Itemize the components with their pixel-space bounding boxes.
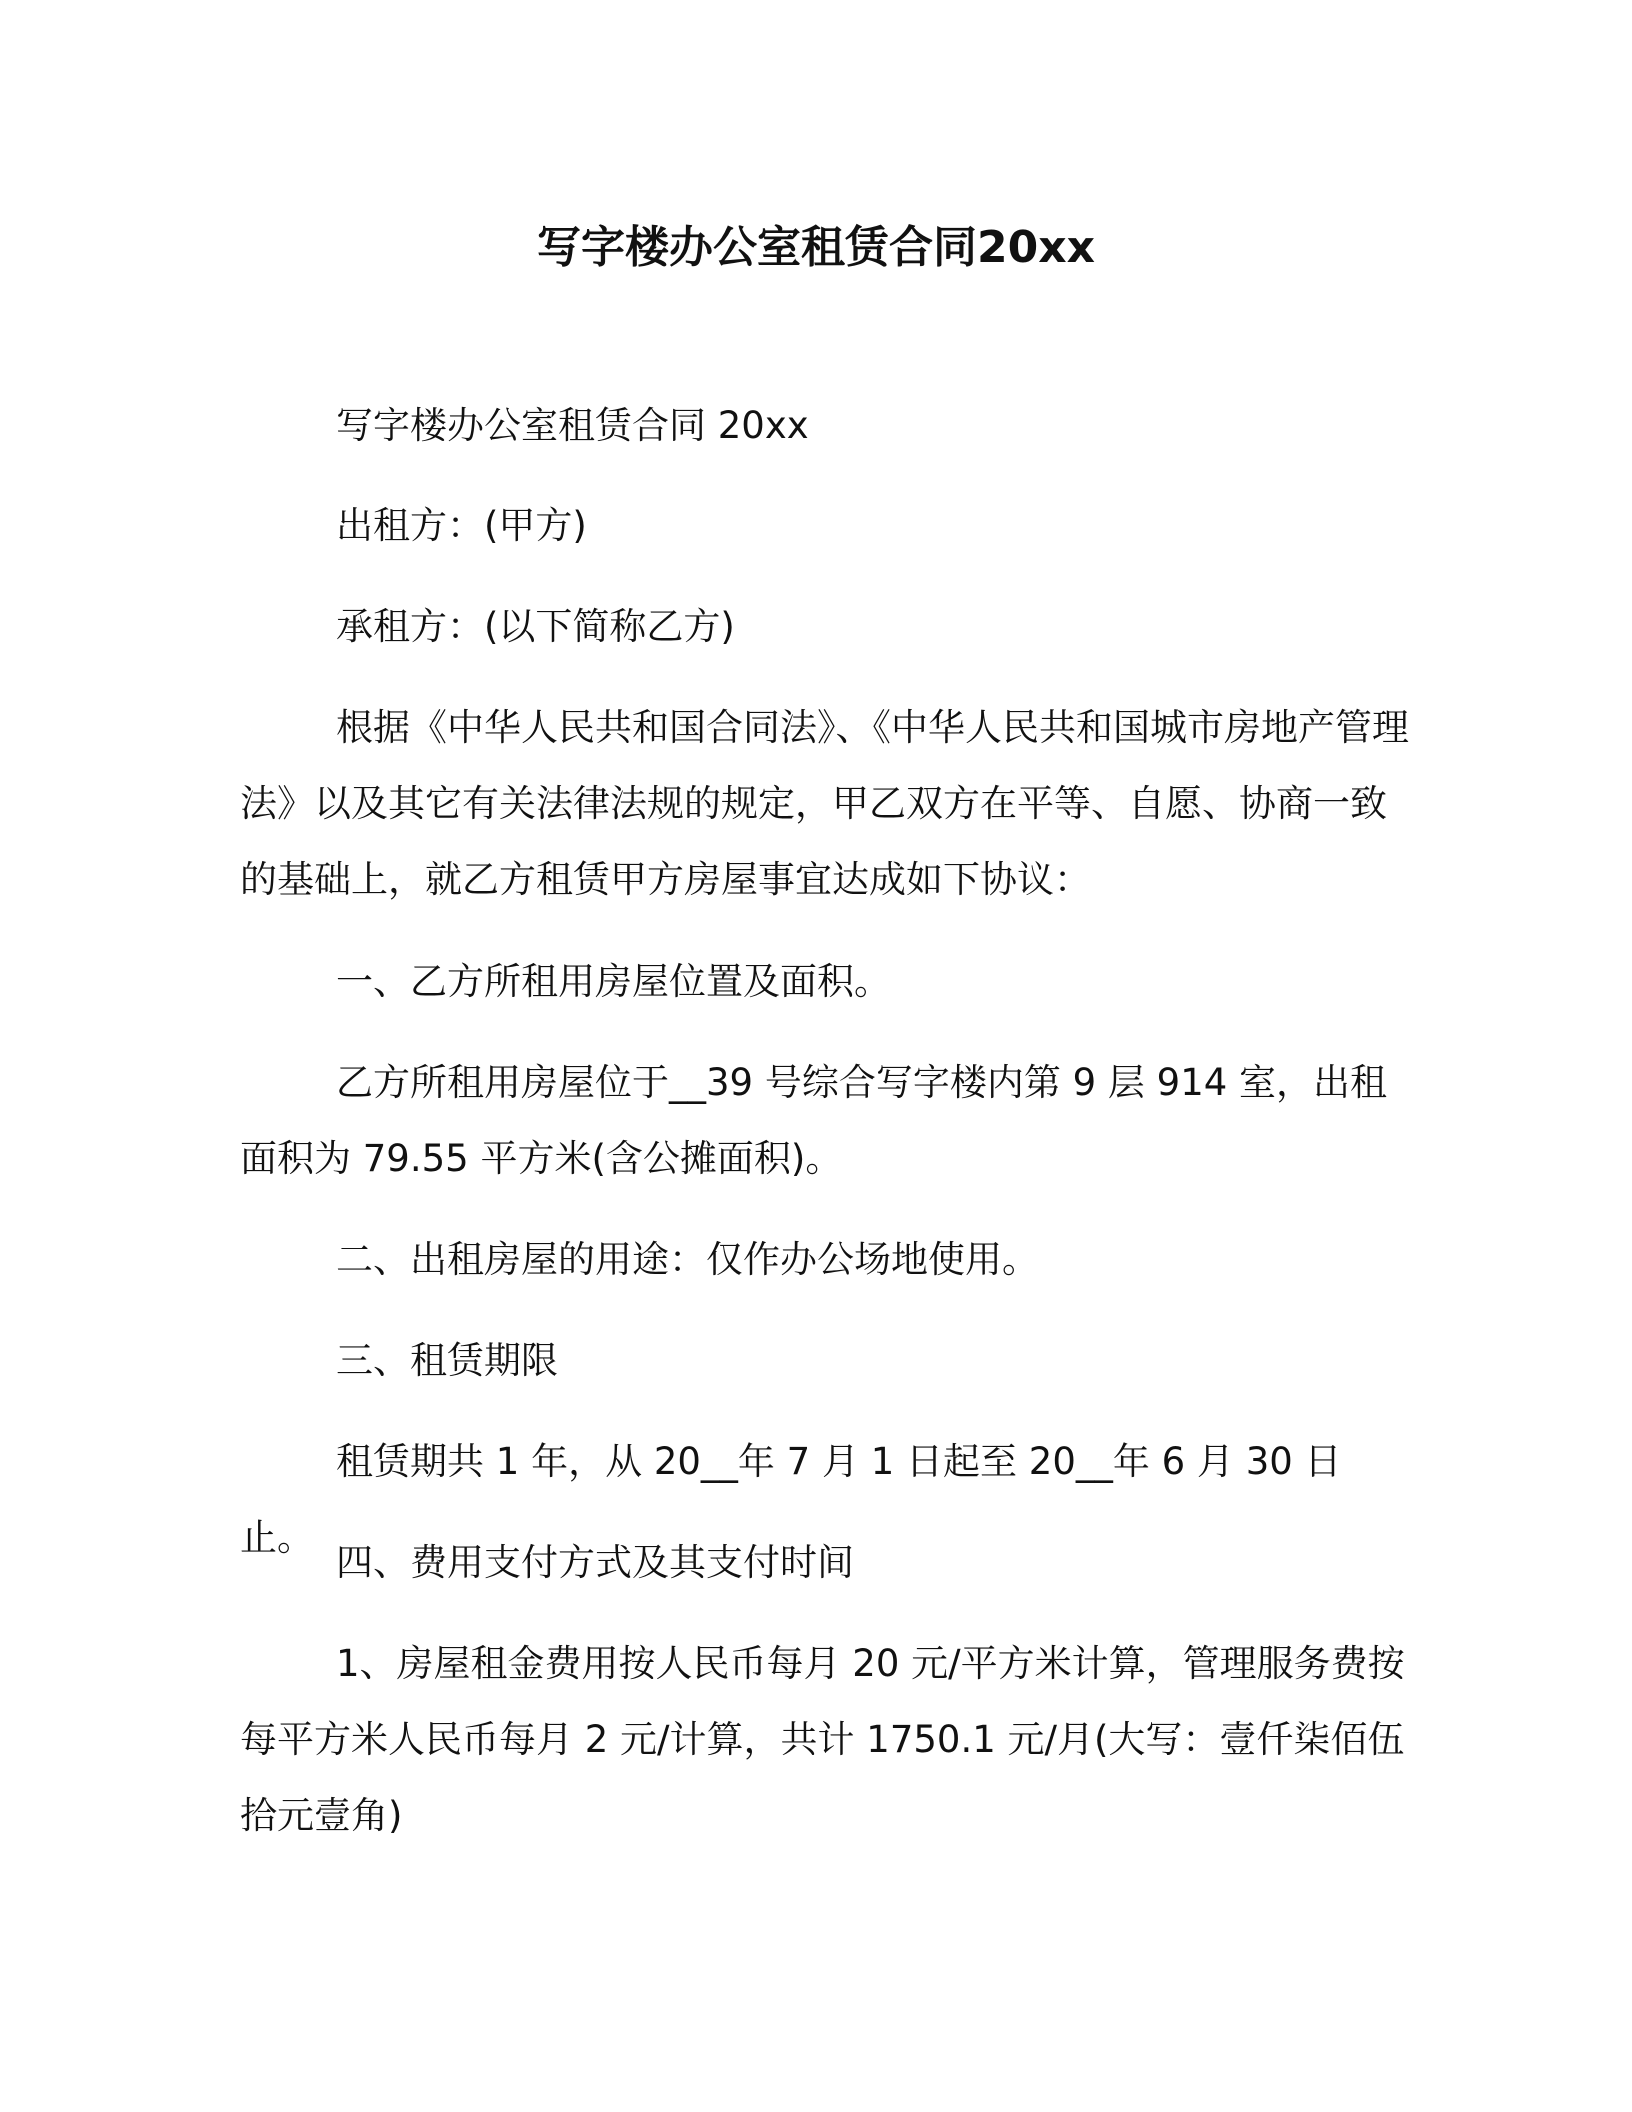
- paragraph-legal-basis: 根据《中华人民共和国合同法》、《中华人民共和国城市房地产管理法》以及其它有关法律法规的规定，甲乙双方在平等、自愿、协商一致的基础上，就乙方租赁甲方房屋事宜达成如下协议：: [240, 706, 1409, 901]
- paragraph-section-1-heading: 一、乙方所租用房屋位置及面积。: [336, 960, 891, 1003]
- paragraph-subtitle: 写字楼办公室租赁合同 20xx: [336, 404, 809, 447]
- paragraph-lessee: 承租方：(以下简称乙方): [336, 605, 735, 648]
- paragraph-location-area: 乙方所租用房屋位于__39 号综合写字楼内第 9 层 914 室，出租面积为 79.55 平方米(含公摊面积)。: [240, 1061, 1388, 1180]
- paragraph-section-4-heading: 四、费用支付方式及其支付时间: [336, 1541, 854, 1584]
- paragraph-section-3-heading: 三、租赁期限: [336, 1339, 558, 1382]
- paragraph-rent-fees: 1、房屋租金费用按人民币每月 20 元/平方米计算，管理服务费按每平方米人民币每月 2 元/计算，共计 1750.1 元/月(大写：壹仟柒佰伍拾元壹角): [240, 1642, 1405, 1837]
- paragraph-lease-term: 租赁期共 1 年，从 20__年 7 月 1 日起至 20__年 6 月 30 日止。: [240, 1440, 1342, 1559]
- paragraph-section-2-usage: 二、出租房屋的用途：仅作办公场地使用。: [336, 1238, 1039, 1281]
- document-title: 写字楼办公室租赁合同20xx: [537, 222, 1095, 273]
- paragraph-lessor: 出租方：(甲方): [336, 504, 587, 547]
